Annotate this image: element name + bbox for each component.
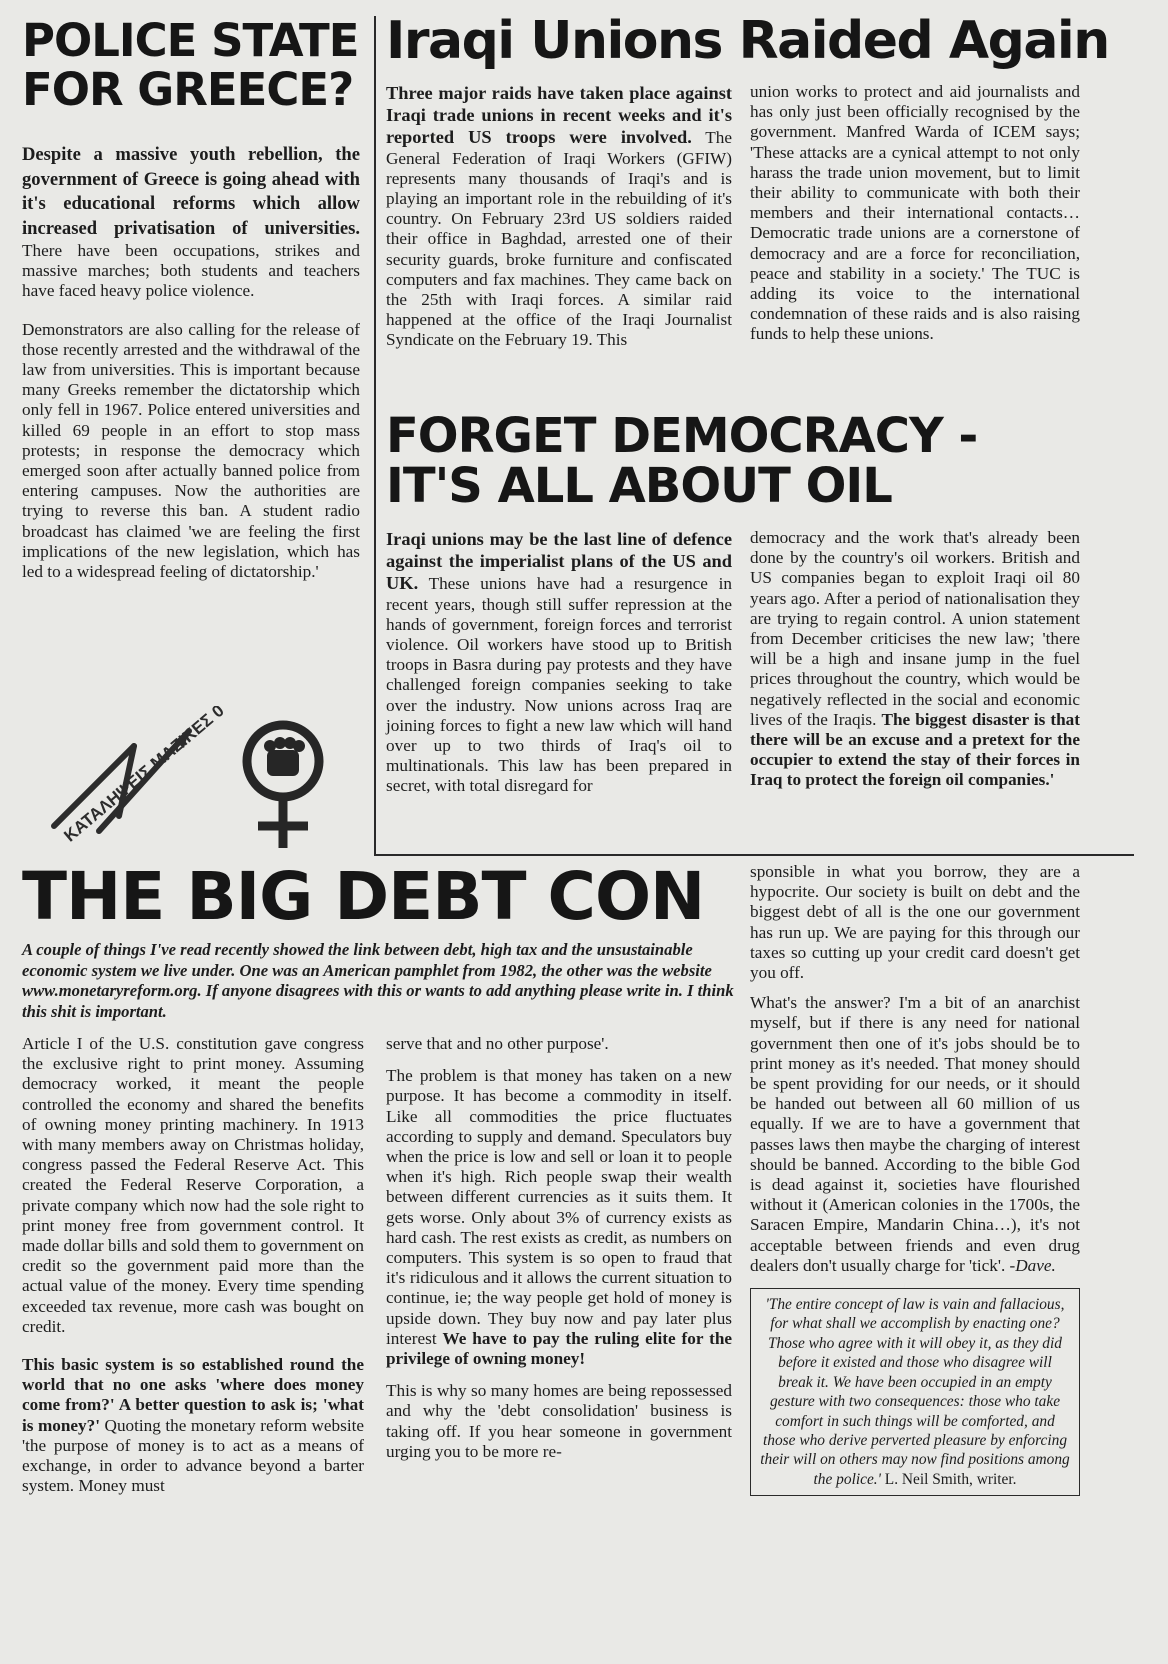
iraq-raids-col1-rest: The General Federation of Iraqi Workers (GFIW) represents many thousands of Iraqi's and is playing an important role in the rebuilding of it's country. On February 23rd US soldiers raided their office in Baghdad, arrested one of their security guards, broke furniture and confiscated computers and fax machines. They came back on the 25th with Iraqi forces. A similar raid happened at the office of the Iraqi Journalist Syndicate on the February 19. This (386, 128, 732, 350)
iraq-raids-headline: Iraqi Unions Raided Again (386, 11, 1109, 71)
graffiti-image (24, 706, 224, 856)
debt-col2 (386, 1034, 732, 1462)
oil-col1-rest: These unions have had a resurgence in recent years, though still suffer repression at the hands of government, foreign forces and terrorist violence. Oil workers have stood up to British troops in Basra during pay protests and they have challenged foreign companies seeking to take over the industry. Now unions across Iraq are joining forces to fight a new law which will hand over up to two thirds of Iraq's oil to multinationals. This law has been prepared in secret, with total disregard for (386, 574, 732, 796)
debt-col1-para2-rest: Quoting the monetary reform website 'the purpose of money is to act as a means of exchange, in order to advance beyond a barter system. Money must (22, 1415, 365, 1496)
greece-headline-line1: POLICE STATE (22, 14, 359, 67)
oil-col1 (386, 528, 732, 797)
quote-box (750, 1288, 1080, 1496)
greece-headline-line2: FOR GREECE? (22, 63, 354, 116)
iraq-raids-lead: Three major raids have taken place against Iraqi trade unions in recent weeks and it's reported US troops were involved. (386, 83, 732, 148)
debt-col1-para1: Article I of the U.S. constitution gave congress the exclusive right to print money. Assuming democracy worked, it meant the people controlled the economy and shared the benefits of owning money printing machinery. In 1913 with many members away on Christmas holiday, congress passed the Federal Reserve Act. This created the Federal Reserve Corporation, a private company which now had the sole right to print money free from government control. It made dollar bills and sold them to government on credit so the government paid more than the actual value of the money. Every time spending exceeded tax revenue, more cash was bought on credit. (22, 1034, 364, 1336)
debt-col3-para1: sponsible in what you borrow, they are a hypocrite. Our society is built on debt and the biggest debt of all is the one our government has run up. We are paying for this through our taxes so cutting up your credit card doesn't get you off. (750, 862, 1080, 983)
debt-col1-para2-bold: This basic system is so established round the world that no one asks 'where does money come from?' A better question to ask is; 'what is money?' (22, 1355, 364, 1435)
oil-col2 (750, 528, 1080, 791)
column-rule-left (374, 16, 376, 854)
quote-body: 'The entire concept of law is vain and fallacious, for what shall we accomplish by enacting one? Those who agree with it will obey it, as they did before it existed and those who disagree will break it. We have been occupied in an empty gesture with two consequences: those who take comfort in such things will be comforted, and those who derive perverted pleasure by enforcing their will on others may now find positions among the police.' (760, 1296, 1070, 1488)
greece-body (22, 143, 360, 582)
feminist-fist-image (208, 706, 358, 856)
debt-intro (22, 940, 734, 1022)
debt-headline: THE BIG DEBT CON (22, 858, 705, 935)
section-rule-bottom (374, 854, 1134, 856)
oil-headline-line1: FORGET DEMOCRACY - (386, 408, 978, 464)
debt-col2-para2: The problem is that money has taken on a new purpose. It has become a commodity in itself. Like all commodities the price fluctuates according to supply and demand. Speculators buy when the price is low and sell or loan it to people when it's high. Rich people swap their wealth between different currencies as it suits them. It gets worse. Only about 3% of currency exists as hard cash. The rest exists as credit, as numbers on computers. This system is so open to fraud that it's ridiculous and it allows the current situation to continue, ie; the way people get hold of money is upside down. They buy now and pay later plus interest (386, 1066, 732, 1348)
graffiti-text: ΚΑΤΑΛΗΨΕΙΣ ΜΑΖΙΚΕΣ 07 (60, 706, 224, 846)
oil-col2-bold: The biggest disaster is that there will be an excuse and a pretext for the occupier to extend the stay of their forces in Iraq to protect the foreign oil companies.' (750, 709, 1080, 790)
greece-para1-rest: There have been occupations, strikes and massive marches; both students and teachers have faced heavy police violence. (22, 241, 360, 301)
debt-col3 (750, 862, 1080, 1496)
iraq-raids-col2 (750, 82, 1080, 345)
debt-col2-para2-bold: We have to pay the ruling elite for the privilege of owning money! (386, 1328, 733, 1369)
debt-col2-para3: This is why so many homes are being repossessed and why the 'debt consolidation' business is taking off. If you hear someone in government urging you to be more re- (386, 1381, 732, 1461)
debt-col3-para2: What's the answer? I'm a bit of an anarchist myself, but if there is any need for national government then one of it's jobs should be to print money as it's needed. That money should be spent providing for our needs, or it should be handed out between all 60 million of us equally. If we are to have a government that passes laws then maybe the charging of interest should be banned. According to the bible God is dead against it, societies have flourished without it (American colonies in the 1700s, the Saracen Empire, Mandarin China…), it's not acceptable between friends and even drug dealers don't usually charge for 'tick'. (750, 993, 1080, 1275)
quote-attribution: L. Neil Smith, writer. (884, 1470, 1017, 1488)
debt-intro-text: A couple of things I've read recently showed the link between debt, high tax and the unsustainable economic system we live under. One was an American pamphlet from 1982, the other was the website www.monetaryreform.org. If anyone disagrees with this or wants to add anything please write in. I think this shit is important. (22, 940, 734, 1021)
debt-col2-para1: serve that and no other purpose'. (386, 1034, 609, 1053)
oil-headline-line2: IT'S ALL ABOUT OIL (386, 458, 892, 514)
debt-col1 (22, 1034, 364, 1496)
oil-lead: Iraqi unions may be the last line of defence against the imperialist plans of the US and UK. (386, 529, 732, 594)
greece-article (22, 14, 368, 116)
debt-signoff: -Dave. (1009, 1255, 1056, 1275)
iraq-raids-col2-text: union works to protect and aid journalists and has only just been officially recognised by the government. Manfred Warda of ICEM says; 'These attacks are a cynical attempt to not only harass the trade union movement, but to limit their ability to communicate with both their members and their international contacts… Democratic trade unions are a cornerstone of democracy and are a force for reconciliation, peace and stability in a society.' The TUC is adding its voice to the international condemnation of these raids and is also raising funds to help these unions. (750, 82, 1080, 344)
greece-para2: Demonstrators are also calling for the release of those recently arrested and the withdrawal of the law from universities. This is important because many Greeks remember the dictatorship which only fell in 1967. Police entered universities and killed 69 people in an effort to stop mass protests; in response the democracy which emerged soon after actually banned police from entering campuses. Now the authorities are trying to reverse this ban. A student radio broadcast has claimed 'we are feeling the first implications of the new legislation, which has led to a widespread feeling of dictatorship.' (22, 319, 360, 582)
oil-col2-text: democracy and the work that's already been done by the country's oil workers. British and US companies began to exploit Iraqi oil 80 years ago. After a period of nationalisation they are trying to regain control. A union statement from December criticises the new law; 'there will be a high and insane jump in the fuel prices throughout the country, which would be negatively reflected in the social and economic lives of the Iraqis. (750, 528, 1080, 729)
iraq-raids-col1 (386, 82, 732, 351)
greece-lead: Despite a massive youth rebellion, the government of Greece is going ahead with it's educational reforms which allow increased privatisation of universities. (22, 144, 360, 239)
oil-article (386, 408, 1136, 514)
